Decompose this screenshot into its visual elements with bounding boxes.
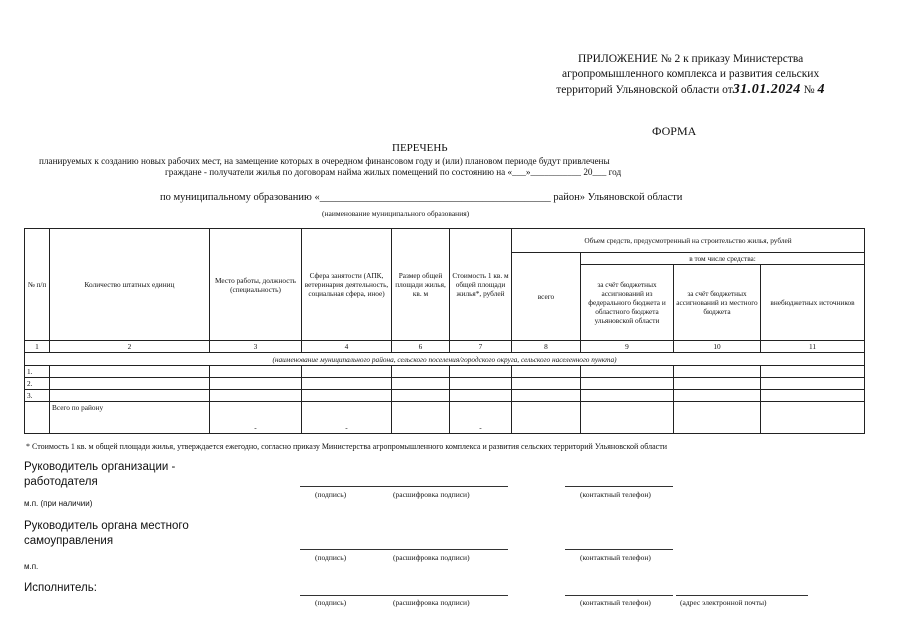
local-signature-line (300, 549, 508, 550)
index-cell: 4 (302, 341, 392, 353)
local-phone-line (565, 549, 673, 550)
header-workplace: Место работы, должность (специальность) (210, 229, 302, 341)
header-line-3-wrap (556, 82, 825, 98)
executor-email-line (676, 595, 808, 596)
employer-phone-line (565, 486, 673, 487)
order-header (556, 52, 825, 98)
total-label: Всего по району (50, 402, 210, 434)
index-cell: 2 (50, 341, 210, 353)
executor-decryption-caption: (расшифровка подписи) (393, 598, 470, 607)
executor-phone-line (565, 595, 673, 596)
employer-phone-caption: (контактный телефон) (580, 490, 651, 499)
executor-signature-caption: (подпись) (315, 598, 347, 607)
municipality-note: (наименование муниципального образования) (322, 209, 470, 218)
header-line-1: ПРИЛОЖЕНИЕ № 2 к приказу Министерства (577, 53, 804, 65)
form-label: ФОРМА (652, 124, 697, 138)
header-num: № п/п (25, 229, 50, 341)
footnote: * Стоимость 1 кв. м общей площади жилья, утверждается ежегодно, согласно приказу Министерства агропромышленного комплекса и развития сельских территорий Ульяновской области (26, 442, 667, 451)
header-line-2: агропромышленного комплекса и развития сельских (562, 68, 820, 80)
employer-signature-line (300, 486, 508, 487)
header-area: Размер общей площади жилья, кв. м (392, 229, 450, 341)
local-phone-caption: (контактный телефон) (580, 553, 651, 562)
row-number: 1. (25, 366, 50, 378)
header-total: всего (512, 253, 581, 341)
employer-role (24, 460, 175, 490)
header-line-3: территорий Ульяновской области от (556, 84, 733, 96)
section-subheader: (наименование муниципального района, сельского поселения/городского округа, сельского населенного пункта) (25, 353, 865, 366)
description-line-2: граждане - получатели жилья по договорам найма жилых помещений по состоянию на «___»___________ 20___ год (165, 167, 622, 177)
executor-phone-caption: (контактный телефон) (580, 598, 651, 607)
header-sphere: Сфера занятости (АПК, ветеринария деятельность, социальная сфера, иное) (302, 229, 392, 341)
local-role-line-2: самоуправления (24, 535, 114, 547)
header-including-group: в том числе средства: (581, 253, 865, 265)
local-stamp-note: м.п. (24, 562, 39, 571)
header-cost: Стоимость 1 кв. м общей площади жилья*, рублей (450, 229, 512, 341)
local-role (24, 519, 189, 549)
executor-label: Исполнитель: (24, 582, 97, 594)
employer-role-line-2: работодателя (24, 476, 98, 488)
number-sign: № (803, 84, 815, 96)
row-number: 2. (25, 378, 50, 390)
index-cell: 10 (674, 341, 761, 353)
header-local: за счёт бюджетных ассигнований из местного бюджета (674, 265, 761, 341)
local-signature-caption: (подпись) (315, 553, 347, 562)
description-line-1: планируемых к созданию новых рабочих мест, на замещение которых в очередном финансовом году и (или) плановом периоде будут привлечены (39, 156, 610, 166)
index-cell: 6 (392, 341, 450, 353)
executor-email-caption: (адрес электронной почты) (680, 598, 767, 607)
header-funds-group: Объем средств, предусмотренный на строительство жилья, рублей (512, 229, 865, 253)
total-dash: - (450, 402, 512, 434)
handwritten-date: 31.01.2024 (732, 82, 801, 97)
header-extra: внебюджетных источников (761, 265, 865, 341)
header-count: Количество штатных единиц (50, 229, 210, 341)
municipality-line: по муниципальному образованию «____________________________________________ район» Ульяновской области (160, 192, 683, 203)
local-decryption-caption: (расшифровка подписи) (393, 553, 470, 562)
index-cell: 7 (450, 341, 512, 353)
index-cell: 8 (512, 341, 581, 353)
employer-role-line-1: Руководитель организации - (24, 461, 176, 473)
row-number: 3. (25, 390, 50, 402)
index-cell: 11 (761, 341, 865, 353)
employer-decryption-caption: (расшифровка подписи) (393, 490, 470, 499)
total-dash: - (210, 402, 302, 434)
index-cell: 9 (581, 341, 674, 353)
handwritten-number: 4 (817, 82, 825, 97)
index-cell: 1 (25, 341, 50, 353)
employer-stamp-note: м.п. (при наличии) (24, 499, 93, 508)
document-title: ПЕРЕЧЕНЬ (392, 142, 448, 154)
employer-signature-caption: (подпись) (315, 490, 347, 499)
local-role-line-1: Руководитель органа местного (24, 520, 189, 532)
index-cell: 3 (210, 341, 302, 353)
total-dash: - (302, 402, 392, 434)
jobs-table (24, 228, 865, 434)
executor-signature-line (300, 595, 508, 596)
header-federal: за счёт бюджетных ассигнований из федерального бюджета и областного бюджета ульяновской области (581, 265, 674, 341)
